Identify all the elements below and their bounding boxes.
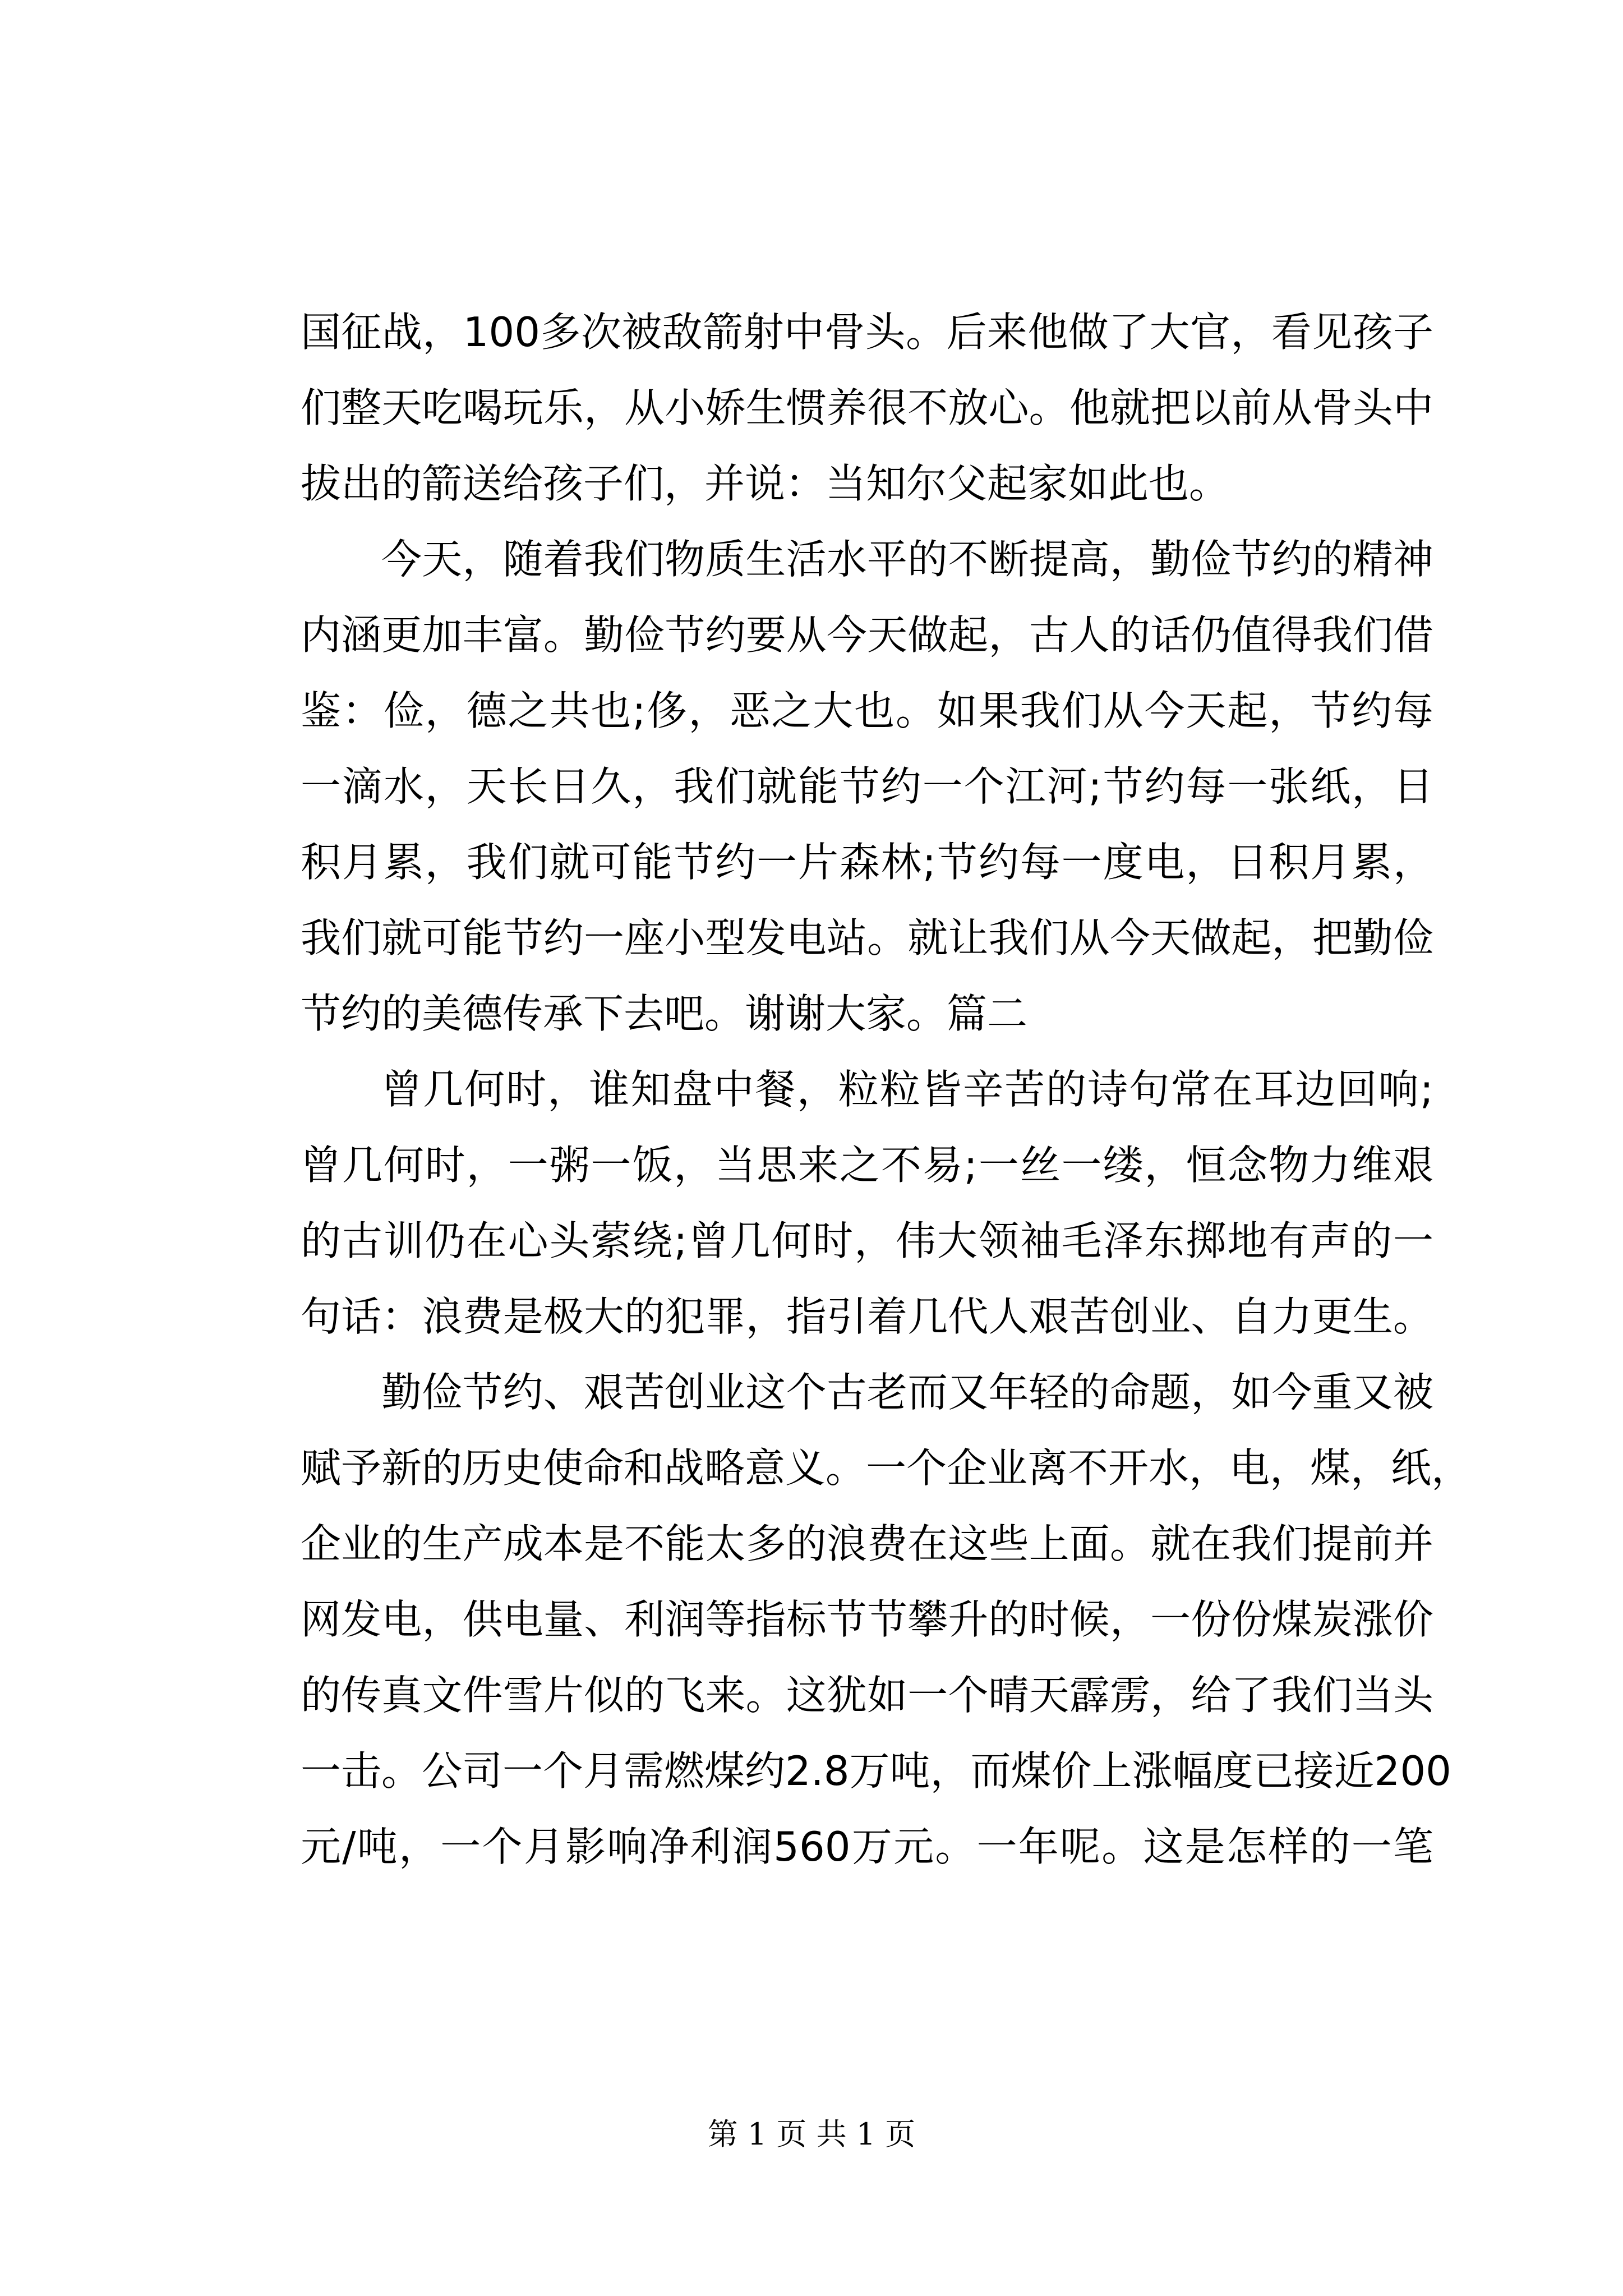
body-text [301,295,1472,1885]
text-line: 曾几何时，一粥一饭，当思来之不易;一丝一缕，恒念物力维艰 [301,1142,1433,1189]
text-line: 们整天吃喝玩乐，从小娇生惯养很不放心。他就把以前从骨头中 [301,384,1433,431]
text-line: 节约的美德传承下去吧。谢谢大家。篇二 [301,990,1028,1037]
text-line: 积月累，我们就可能节约一片森林;节约每一度电，日积月累， [301,839,1433,886]
text-line: 我们就可能节约一座小型发电站。就让我们从今天做起，把勤俭 [301,914,1433,961]
text-line: 拔出的箭送给孩子们，并说：当知尔父起家如此也。 [301,460,1230,507]
text-line: 的古训仍在心头萦绕;曾几何时，伟大领袖毛泽东掷地有声的一 [301,1217,1433,1264]
text-line: 国征战，100多次被敌箭射中骨头。后来他做了大官，看见孩子 [301,309,1433,356]
text-line: 赋予新的历史使命和战略意义。一个企业离不开水，电，煤，纸， [301,1444,1472,1492]
text-line: 鉴：俭，德之共也;侈，恶之大也。如果我们从今天起，节约每 [301,687,1433,734]
text-line: 一击。公司一个月需燃煤约2.8万吨，而煤价上涨幅度已接近200 [301,1747,1451,1795]
page-number-label: 第 1 页 共 1 页 [707,2116,916,2152]
text-line: 句话：浪费是极大的犯罪，指引着几代人艰苦创业、自力更生。 [301,1293,1433,1340]
text-line: 企业的生产成本是不能太多的浪费在这些上面。就在我们提前并 [301,1520,1433,1567]
text-line: 一滴水，天长日久，我们就能节约一个江河;节约每一张纸，日 [301,763,1433,810]
page-footer [0,2115,1623,2154]
text-line: 内涵更加丰富。勤俭节约要从今天做起，古人的话仍值得我们借 [301,611,1433,659]
text-line: 元/吨，一个月影响净利润560万元。一年呢。这是怎样的一笔 [301,1823,1433,1870]
text-line: 曾几何时，谁知盘中餐，粒粒皆辛苦的诗句常在耳边回响; [381,1066,1433,1113]
text-line: 勤俭节约、艰苦创业这个古老而又年轻的命题，如今重又被 [381,1369,1433,1416]
text-line: 的传真文件雪片似的飞来。这犹如一个晴天霹雳，给了我们当头 [301,1672,1433,1719]
text-line: 今天，随着我们物质生活水平的不断提高，勤俭节约的精神 [381,536,1433,583]
text-line: 网发电，供电量、利润等指标节节攀升的时候，一份份煤炭涨价 [301,1596,1433,1643]
